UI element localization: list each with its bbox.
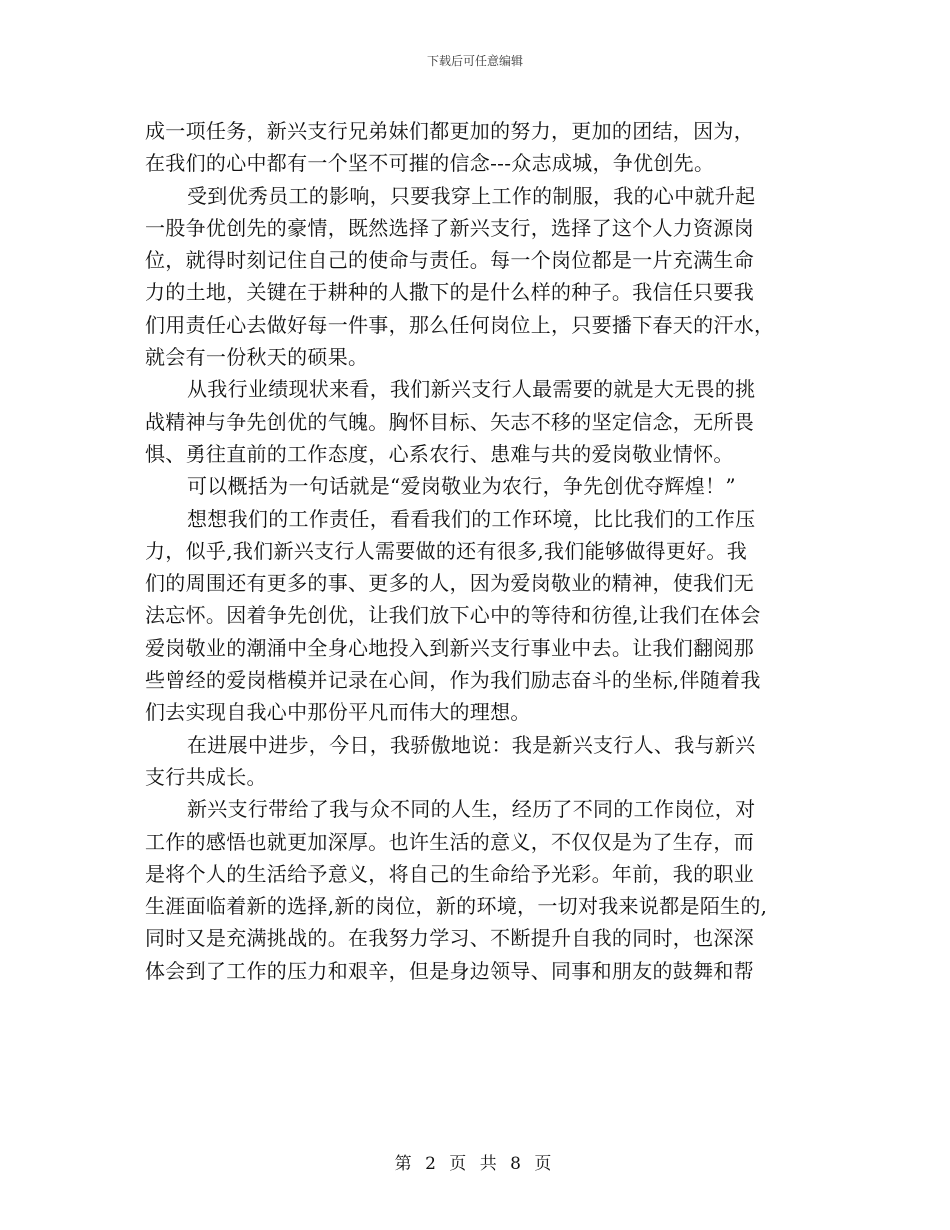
text-line: 们用责任心去做好每一件事，那么任何岗位上，只要播下春天的汗水， — [145, 312, 775, 337]
text-line: 从我行业绩现状来看，我们新兴支行人最需要的就是大无畏的挑 — [187, 377, 756, 402]
text-line: 在我们的心中都有一个坚不可摧的信念---众志成城，争优创先。 — [145, 151, 715, 176]
text-line: 位，就得时刻记住自己的使命与责任。每一个岗位都是一片充满生命 — [145, 248, 754, 273]
text-line: 是将个人的生活给予意义，将自己的生命给予光彩。年前，我的职业 — [145, 861, 754, 886]
text-line: 工作的感悟也就更加深厚。也许生活的意义，不仅仅是为了生存，而 — [145, 829, 754, 854]
text-line: 们去实现自我心中那份平凡而伟大的理想。 — [145, 700, 531, 725]
text-line: 们的周围还有更多的事、更多的人，因为爱岗敬业的精神，使我们无 — [145, 571, 754, 596]
text-line: 就会有一份秋天的硕果。 — [145, 345, 369, 370]
text-line: 受到优秀员工的影响，只要我穿上工作的制服，我的心中就升起 — [187, 183, 756, 208]
text-line: 在进展中进步，今日，我骄傲地说：我是新兴支行人、我与新兴 — [187, 732, 756, 757]
text-line: 些曾经的爱岗楷模并记录在心间，作为我们励志奋斗的坐标,伴随着我 — [145, 668, 761, 693]
text-line: 力，似乎,我们新兴支行人需要做的还有很多,我们能够做得更好。我 — [145, 538, 748, 563]
page-number: 第 2 页 共 8 页 — [394, 1154, 556, 1174]
document-body — [145, 115, 810, 987]
text-line: 战精神与争先创优的气魄。胸怀目标、矢志不移的坚定信念，无所畏 — [145, 409, 754, 434]
text-line: 想想我们的工作责任，看看我们的工作环境，比比我们的工作压 — [187, 506, 756, 531]
text-line: 惧、勇往直前的工作态度，心系农行、患难与共的爱岗敬业情怀。 — [145, 441, 734, 466]
text-line: 法忘怀。因着争先创优，让我们放下心中的等待和彷徨,让我们在体会 — [145, 603, 761, 628]
text-line: 力的土地，关键在于耕种的人撒下的是什么样的种子。我信任只要我 — [145, 280, 754, 305]
text-line: 支行共成长。 — [145, 764, 267, 789]
text-line: 成一项任务，新兴支行兄弟妹们都更加的努力，更加的团结，因为， — [145, 119, 754, 143]
text-line: 同时又是充满挑战的。在我努力学习、不断提升自我的同时，也深深 — [145, 926, 754, 951]
page-header: 下载后可任意编辑 — [426, 54, 523, 68]
text-line: 生涯面临着新的选择,新的岗位，新的环境，一切对我来说都是陌生的, — [145, 894, 768, 919]
text-line: 体会到了工作的压力和艰辛，但是身边领导、同事和朋友的鼓舞和帮 — [145, 958, 754, 983]
text-line: 新兴支行带给了我与众不同的人生，经历了不同的工作岗位，对 — [187, 797, 756, 822]
text-line: 可以概括为一句话就是“爱岗敬业为农行，争先创优夺辉煌！” — [187, 474, 736, 499]
text-line: 爱岗敬业的潮涌中全身心地投入到新兴支行事业中去。让我们翻阅那 — [145, 635, 754, 660]
text-line: 一股争优创先的豪情，既然选择了新兴支行，选择了这个人力资源岗 — [145, 215, 754, 240]
